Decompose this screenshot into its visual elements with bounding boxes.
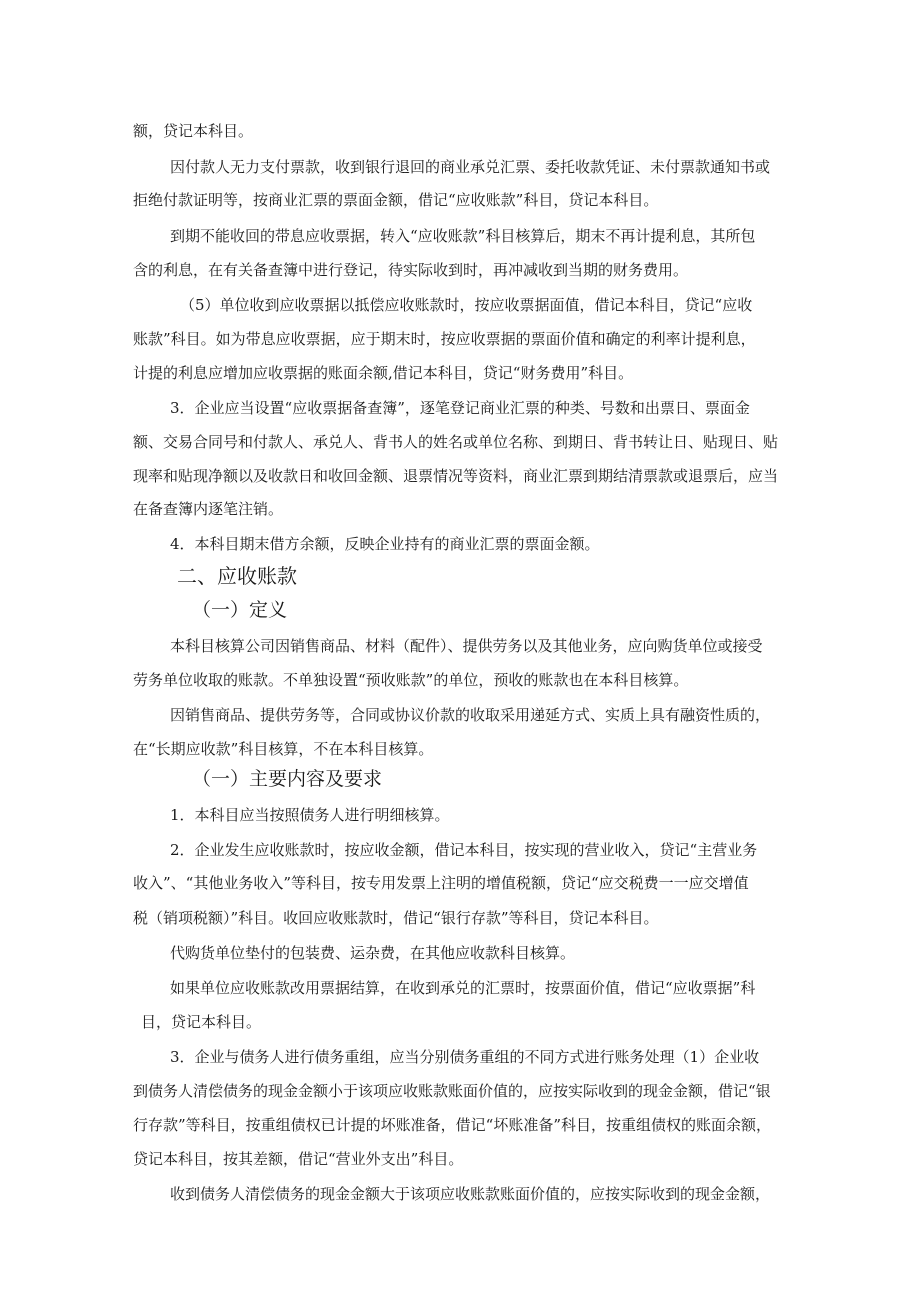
text-line: （5）单位收到应收票据以抵偿应收账款时，按应收票据面值，借记本科目，贷记“应收 (180, 296, 753, 314)
text-line: 在“长期应收款”科目核算，不在本科目核算。 (133, 740, 434, 758)
text-line: 4．本科目期末借方余额，反映企业持有的商业汇票的票面金额。 (170, 535, 600, 553)
text-line: 额，贷记本科目。 (133, 122, 254, 140)
text-line: 因付款人无力支付票款，收到银行退回的商业承兑汇票、委托收款凭证、未付票款通知书或 (170, 158, 771, 176)
text-line: 1．本科目应当按照债务人进行明细核算。 (170, 806, 450, 824)
text-line: 到债务人清偿债务的现金金额小于该项应收账款账面价值的，应按实际收到的现金金额，借记“银 (133, 1082, 771, 1100)
text-line: 到期不能收回的带息应收票据，转入“应收账款”科目核算后，期末不再计提利息，其所包 (170, 227, 756, 245)
text-line: 在备查簿内逐笔注销。 (133, 500, 284, 518)
text-line: 因销售商品、提供劳务等，合同或协议价款的收取采用递延方式、实质上具有融资性质的， (170, 706, 771, 724)
text-line: 如果单位应收账款改用票据结算，在收到承兑的汇票时，按票面价值，借记“应收票据”科 (170, 979, 756, 997)
text-line: 税（销项税额）”科目。收回应收账款时，借记“银行存款”等科目，贷记本科目。 (133, 909, 659, 927)
text-line: 目，贷记本科目。 (141, 1013, 262, 1031)
text-line: 拒绝付款证明等，按商业汇票的票面金额，借记“应收账款”科目，贷记本科目。 (133, 191, 659, 209)
text-line: 2．企业发生应收账款时，按应收金额，借记本科目，按实现的营业收入，贷记“主营业务 (170, 841, 758, 859)
text-line: 本科目核算公司因销售商品、材料（配件）、提供劳务以及其他业务，应向购货单位或接受 (170, 637, 763, 655)
subsection-heading: （一）主要内容及要求 (192, 768, 383, 790)
text-line: 含的利息，在有关备查簿中进行登记，待实际收到时，再冲减收到当期的财务费用。 (133, 261, 689, 279)
text-line: 贷记本科目，按其差额，借记“营业外支出”科目。 (133, 1150, 464, 1168)
text-line: 收到债务人清偿债务的现金金额大于该项应收账款账面价值的，应按实际收到的现金金额， (170, 1185, 771, 1203)
text-line: 行存款”等科目，按重组债权已计提的坏账准备，借记“坏账准备”科目，按重组债权的账面余额， (133, 1116, 772, 1134)
text-line: 现率和贴现净额以及收款日和收回金额、退票情况等资料，商业汇票到期结清票款或退票后，应当 (133, 467, 779, 485)
text-line: 3．企业应当设置“应收票据备查簿”，逐笔登记商业汇票的种类、号数和出票日、票面金 (170, 399, 750, 417)
subsection-heading: （一）定义 (192, 599, 288, 621)
section-heading: 二、应收账款 (177, 564, 297, 588)
text-line: 劳务单位收取的账款。不单独设置“预收账款”的单位，预收的账款也在本科目核算。 (133, 671, 689, 689)
text-line: 代购货单位垫付的包装费、运杂费，在其他应收款科目核算。 (170, 944, 576, 962)
text-line: 计提的利息应增加应收票据的账面余额,借记本科目，贷记“财务费用”科目。 (133, 364, 634, 382)
text-line: 收入”、“其他业务收入”等科目，按专用发票上注明的增值税额，贷记“应交税费一一应交增值 (133, 874, 749, 892)
text-line: 额、交易合同号和付款人、承兑人、背书人的姓名或单位名称、到期日、背书转让日、贴现日、贴 (133, 433, 779, 451)
text-line: 3．企业与债务人进行债务重组，应当分别债务重组的不同方式进行账务处理（1）企业收 (170, 1048, 760, 1066)
text-line: 账款”科目。如为带息应收票据，应于期末时，按应收票据的票面价值和确定的利率计提利息， (133, 330, 756, 348)
